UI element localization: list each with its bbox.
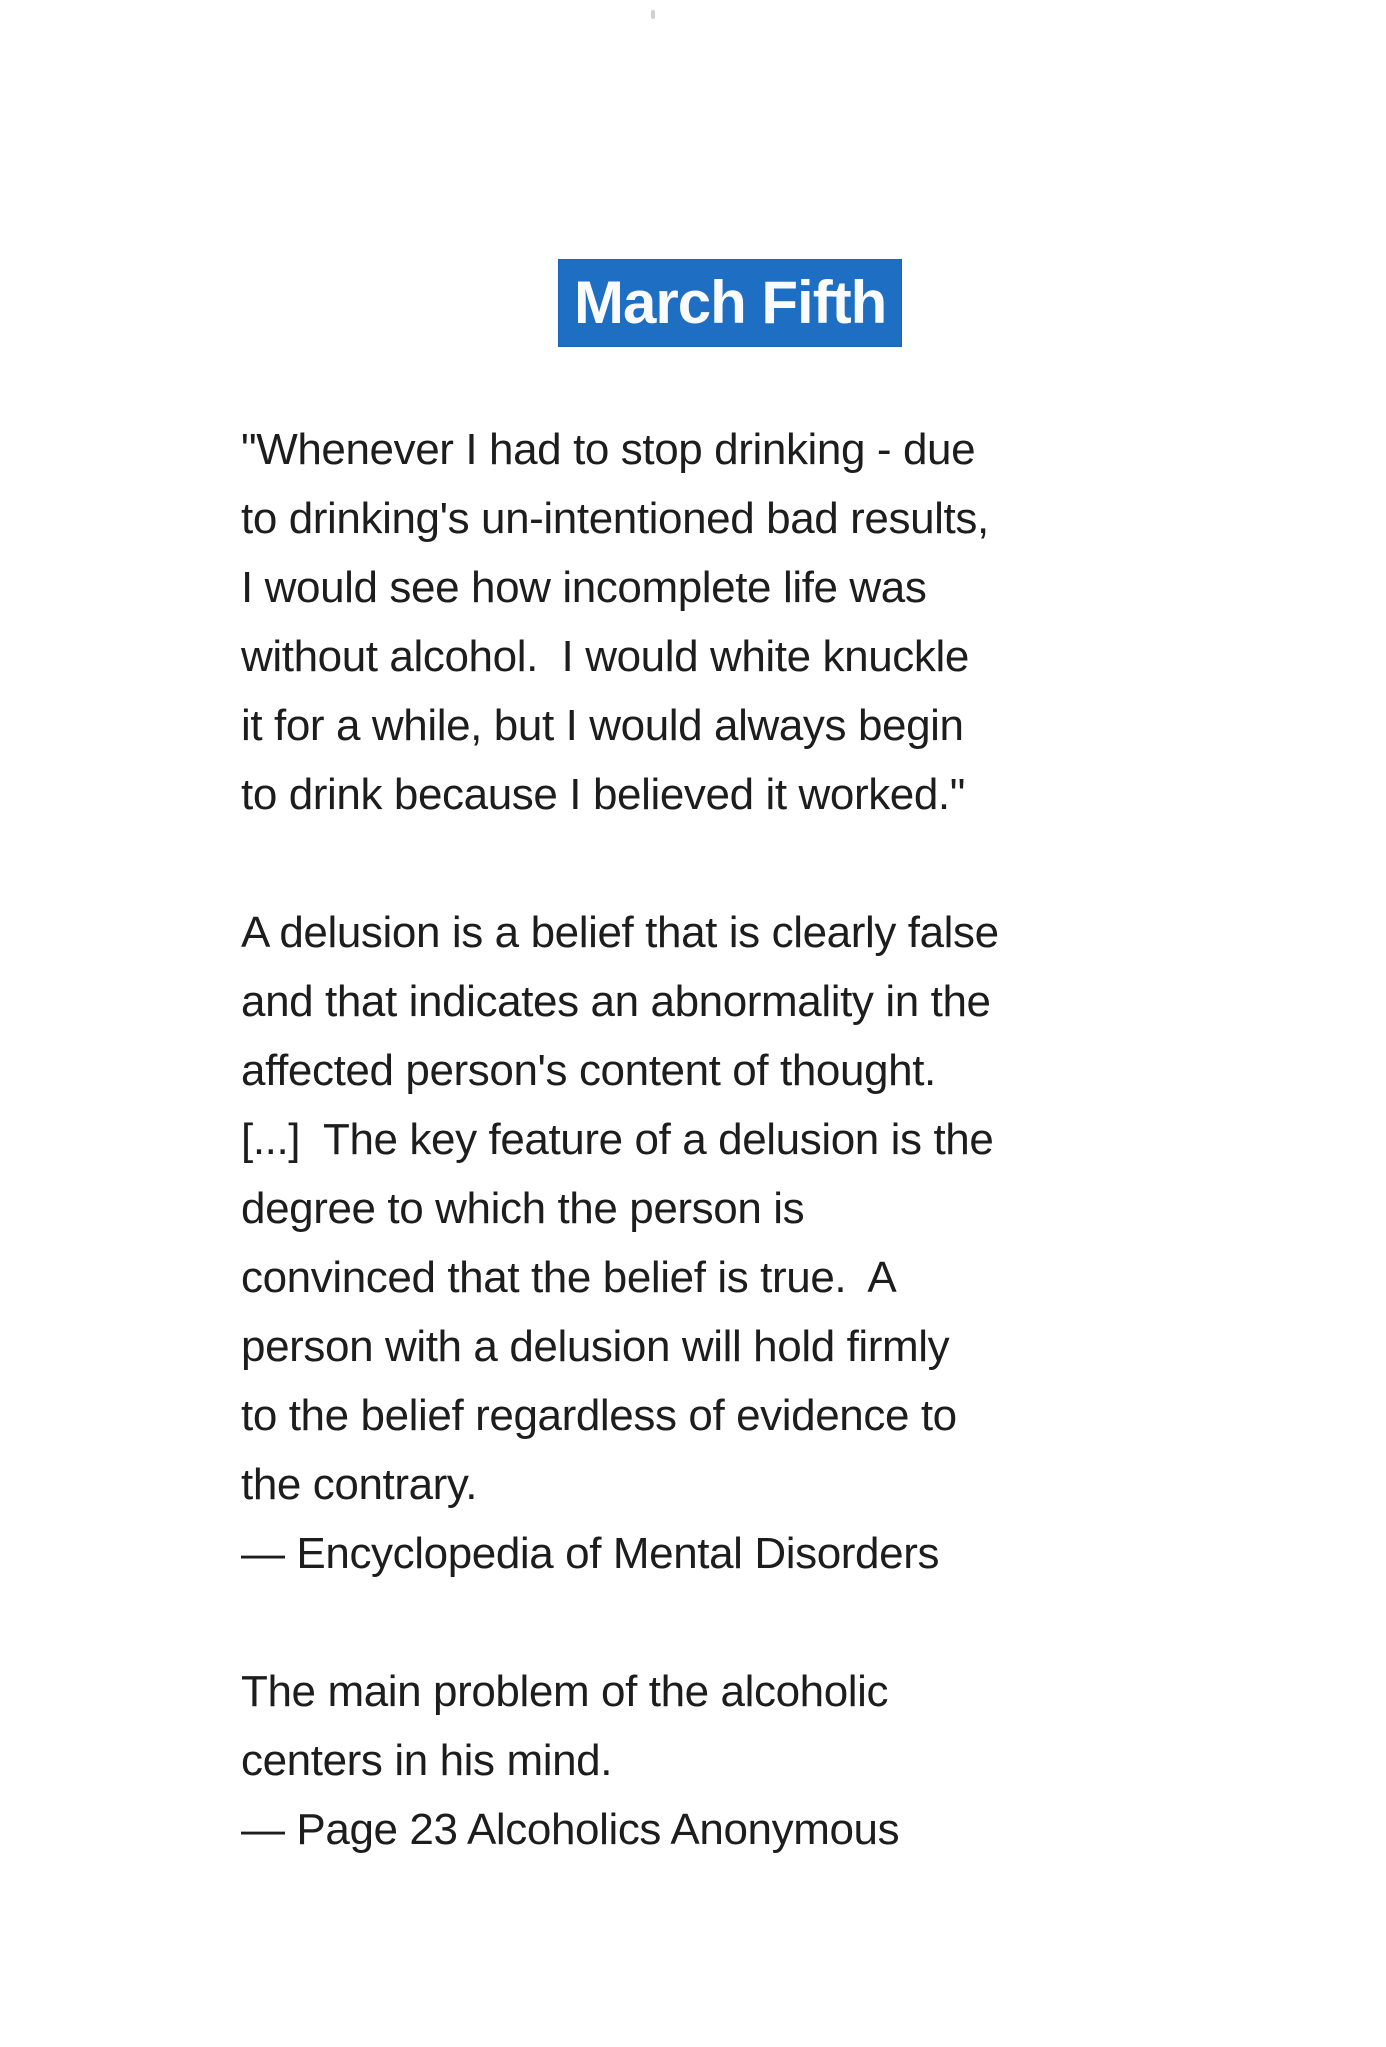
definition-line: degree to which the person is [241, 1184, 805, 1233]
definition-line: and that indicates an abnormality in the [241, 977, 991, 1026]
quote-line: to drink because I believed it worked." [241, 770, 965, 819]
closing-line: centers in his mind. [241, 1736, 613, 1785]
quote-line: it for a while, but I would always begin [241, 701, 964, 750]
quote-line: I would see how incomplete life was [241, 563, 927, 612]
quote-paragraph [241, 415, 1181, 829]
definition-line: affected person's content of thought. [241, 1046, 936, 1095]
definition-line: the contrary. [241, 1460, 478, 1509]
attribution-line: — Encyclopedia of Mental Disorders [241, 1529, 940, 1578]
definition-paragraph [241, 898, 1181, 1588]
closing-paragraph [241, 1657, 1181, 1864]
scan-artifact-speck [651, 10, 655, 19]
quote-line: without alcohol. I would white knuckle [241, 632, 969, 681]
quote-line: to drinking's un-intentioned bad results, [241, 494, 989, 543]
body-text [241, 415, 1181, 1933]
definition-line: [...] The key feature of a delusion is the [241, 1115, 994, 1164]
attribution-line: — Page 23 Alcoholics Anonymous [241, 1805, 900, 1854]
closing-line: The main problem of the alcoholic [241, 1667, 889, 1716]
definition-line: to the belief regardless of evidence to [241, 1391, 957, 1440]
quote-line: "Whenever I had to stop drinking - due [241, 425, 976, 474]
page-title: March Fifth [558, 259, 902, 347]
definition-line: convinced that the belief is true. A [241, 1253, 897, 1302]
definition-line: A delusion is a belief that is clearly false [241, 908, 999, 957]
definition-line: person with a delusion will hold firmly [241, 1322, 950, 1371]
